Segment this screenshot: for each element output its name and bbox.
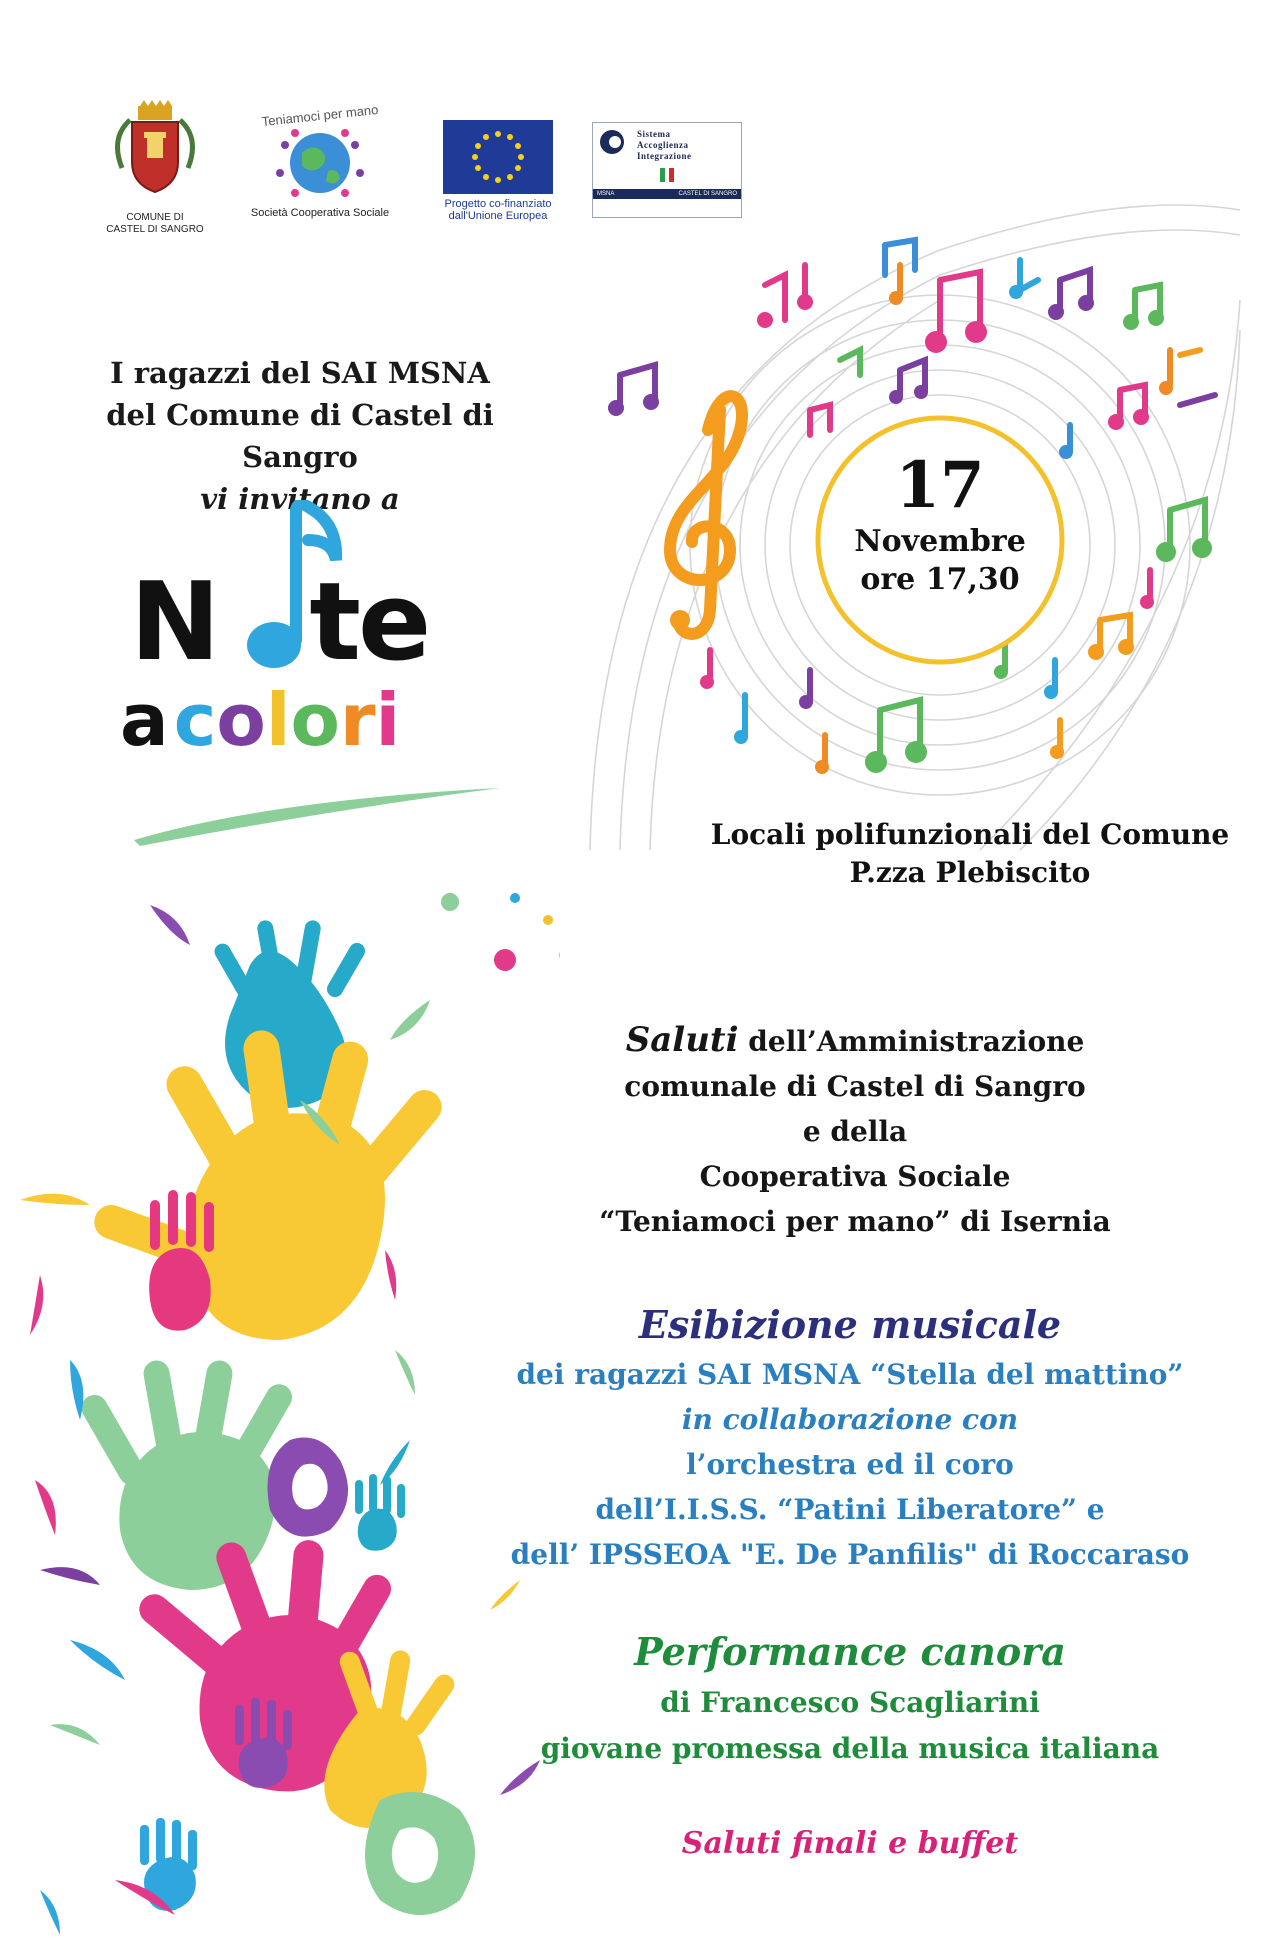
saluti-line: e della bbox=[802, 1115, 908, 1148]
place-line-1: Locali polifunzionali del Comune bbox=[710, 818, 1230, 851]
esibizione-title: Esibizione musicale bbox=[638, 1302, 1062, 1347]
event-date bbox=[820, 448, 1060, 599]
date-time: ore 17,30 bbox=[860, 562, 1020, 597]
brush-stroke bbox=[130, 780, 510, 850]
comune-logo bbox=[100, 98, 210, 238]
date-day: 17 bbox=[895, 448, 985, 523]
hand-print-icon bbox=[365, 1792, 475, 1915]
esibizione-line: dell’ IPSSEOA "E. De Panfilis" di Roccaraso bbox=[510, 1538, 1190, 1571]
globe-hands-icon bbox=[240, 123, 400, 203]
music-note-icon bbox=[1020, 260, 1038, 290]
eu-flag-icon bbox=[443, 120, 553, 194]
eu-caption: Progetto co-finanziato dall'Unione Europea bbox=[444, 198, 552, 223]
colori-word bbox=[174, 678, 401, 762]
intro-line-3: vi invitano a bbox=[200, 482, 400, 516]
music-note-icon bbox=[840, 350, 860, 375]
comune-caption: COMUNE DI CASTEL DI SANGRO bbox=[106, 212, 204, 235]
music-note-o-icon bbox=[238, 500, 348, 680]
esibizione-line: l’orchestra ed il coro bbox=[686, 1448, 1014, 1481]
title-word-1: N te bbox=[130, 560, 429, 685]
intro-line-2: del Comune di Castel di Sangro bbox=[106, 398, 494, 474]
program-saluti bbox=[540, 1018, 1170, 1244]
closing-line: Saluti finali e buffet bbox=[681, 1826, 1019, 1861]
colori-letter: c bbox=[173, 678, 217, 762]
coat-of-arms-icon bbox=[100, 98, 210, 208]
place-line-2: P.zza Plebiscito bbox=[849, 856, 1091, 889]
hand-print-icon bbox=[77, 1359, 297, 1590]
music-note-icon bbox=[810, 405, 830, 435]
teniamoci-title: Teniamoci per mano bbox=[261, 101, 379, 130]
sai-bottom-bar: MSNA CASTEL DI SANGRO bbox=[593, 189, 741, 199]
program-closing bbox=[560, 1826, 1140, 1861]
title-line-2: a colori bbox=[120, 678, 401, 762]
music-note-icon bbox=[1180, 395, 1215, 405]
performance-line: di Francesco Scagliarini bbox=[660, 1686, 1040, 1719]
sai-circle-icon bbox=[599, 129, 625, 155]
esibizione-line: dei ragazzi SAI MSNA “Stella del mattino” bbox=[516, 1358, 1184, 1391]
intro-text bbox=[50, 352, 550, 520]
music-note-icon bbox=[765, 265, 805, 320]
colori-letter: r bbox=[340, 678, 376, 762]
hand-print-icon bbox=[355, 1474, 405, 1551]
event-place bbox=[670, 816, 1270, 892]
music-note-icon bbox=[1180, 350, 1200, 355]
program-performance bbox=[480, 1624, 1220, 1772]
saluti-line: “Teniamoci per mano” di Isernia bbox=[599, 1205, 1111, 1238]
date-month: Novembre bbox=[854, 524, 1026, 559]
colori-letter: o bbox=[290, 678, 340, 762]
teniamoci-logo bbox=[240, 101, 400, 238]
hand-print-icon bbox=[268, 1438, 349, 1537]
performance-line: giovane promessa della musica italiana bbox=[540, 1732, 1160, 1765]
performance-title: Performance canora bbox=[634, 1629, 1066, 1674]
program-esibizione bbox=[470, 1298, 1230, 1577]
saluti-heading: Saluti dell’Amministrazione bbox=[625, 1020, 1085, 1060]
saluti-line: comunale di Castel di Sangro bbox=[624, 1070, 1086, 1103]
event-title bbox=[120, 500, 530, 800]
colori-letter: i bbox=[375, 678, 401, 762]
eu-logo bbox=[443, 120, 553, 230]
italian-flag-icon bbox=[660, 168, 674, 182]
sai-title: Sistema Accoglienza Integrazione bbox=[637, 129, 692, 161]
esibizione-line: in collaborazione con bbox=[681, 1403, 1019, 1436]
esibizione-line: dell’I.I.S.S. “Patini Liberatore” e bbox=[595, 1493, 1105, 1526]
teniamoci-caption: Società Cooperativa Sociale bbox=[250, 207, 390, 219]
saluti-line: Cooperativa Sociale bbox=[699, 1160, 1011, 1193]
colori-letter: o bbox=[216, 678, 266, 762]
intro-line-1: I ragazzi del SAI MSNA bbox=[110, 356, 490, 390]
colori-letter: l bbox=[265, 678, 291, 762]
